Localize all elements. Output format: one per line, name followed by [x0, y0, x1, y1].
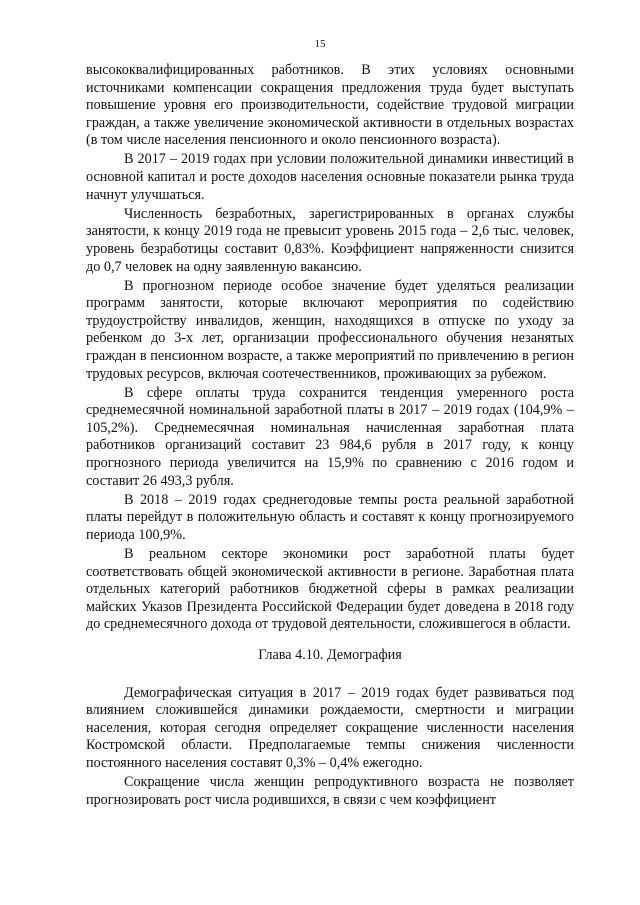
page-number: 15 [314, 38, 326, 50]
paragraph-9: Сокращение числа женщин репродуктивного возраста не позволяет прогнозировать рост числа родившихся, в связи с чем коэффициент [86, 774, 574, 808]
paragraph-3: Численность безработных, зарегистрированных в органах службы занятости, к концу 2019 года не превысит уровень 2015 года – 2,6 тыс. человек, уровень безработицы составит 0,83%. Коэффициент напряженности снизится до 0,7 человек на одну заявленную вакансию. [86, 205, 574, 275]
paragraph-7: В реальном секторе экономики рост заработной платы будет соответствовать общей экономической активности в регионе. Заработная плата отдельных категорий работников бюджетной сферы в рамках реализации майских Указов Президента Российской Федерации будет доведена в 2018 году до среднемесячного дохода от трудовой деятельности, сложившегося в области. [86, 546, 574, 633]
page-body [86, 62, 574, 811]
paragraph-1: высококвалифицированных работников. В этих условиях основными источниками компенсации сокращения предложения труда будет выступать повышение уровня его производительности, содействие трудовой миграции граждан, а также увеличение экономической активности в отдельных возрастах (в том числе населения пенсионного и около пенсионного возраста). [86, 62, 574, 149]
paragraph-8: Демографическая ситуация в 2017 – 2019 годах будет развиваться под влиянием сложившейся динамики рождаемости, смертности и миграции населения, которая сегодня определяет сокращение численности населения Костромской области. Предполагаемые темпы снижения численности постоянного населения составят 0,3% – 0,4% ежегодно. [86, 684, 574, 771]
paragraph-6: В 2018 – 2019 годах среднегодовые темпы роста реальной заработной платы перейдут в положительную область и составят к концу прогнозируемого периода 100,9%. [86, 491, 574, 543]
paragraph-5: В сфере оплаты труда сохранится тенденция умеренного роста среднемесячной номинальной заработной платы в 2017 – 2019 годах (104,9% – 105,2%). Среднемесячная номинальная начисленная заработная плата работников организаций составит 23 984,6 рубля в 2017 году, к концу прогнозного периода увеличится на 15,9% по сравнению с 2016 годом и составит 26 493,3 рубля. [86, 384, 574, 489]
paragraph-2: В 2017 – 2019 годах при условии положительной динамики инвестиций в основной капитал и росте доходов населения основные показатели рынка труда начнут улучшаться. [86, 151, 574, 203]
section-heading: Глава 4.10. Демография [258, 647, 402, 663]
paragraph-4: В прогнозном периоде особое значение будет уделяться реализации программ занятости, которые включают мероприятия по содействию трудоустройству инвалидов, женщин, находящихся в отпуске по уходу за ребенком до 3-х лет, организации профессионального обучения незанятых граждан в пенсионном возрасте, а также мероприятий по привлечению в регион трудовых ресурсов, включая соотечественников, проживающих за рубежом. [86, 277, 574, 382]
